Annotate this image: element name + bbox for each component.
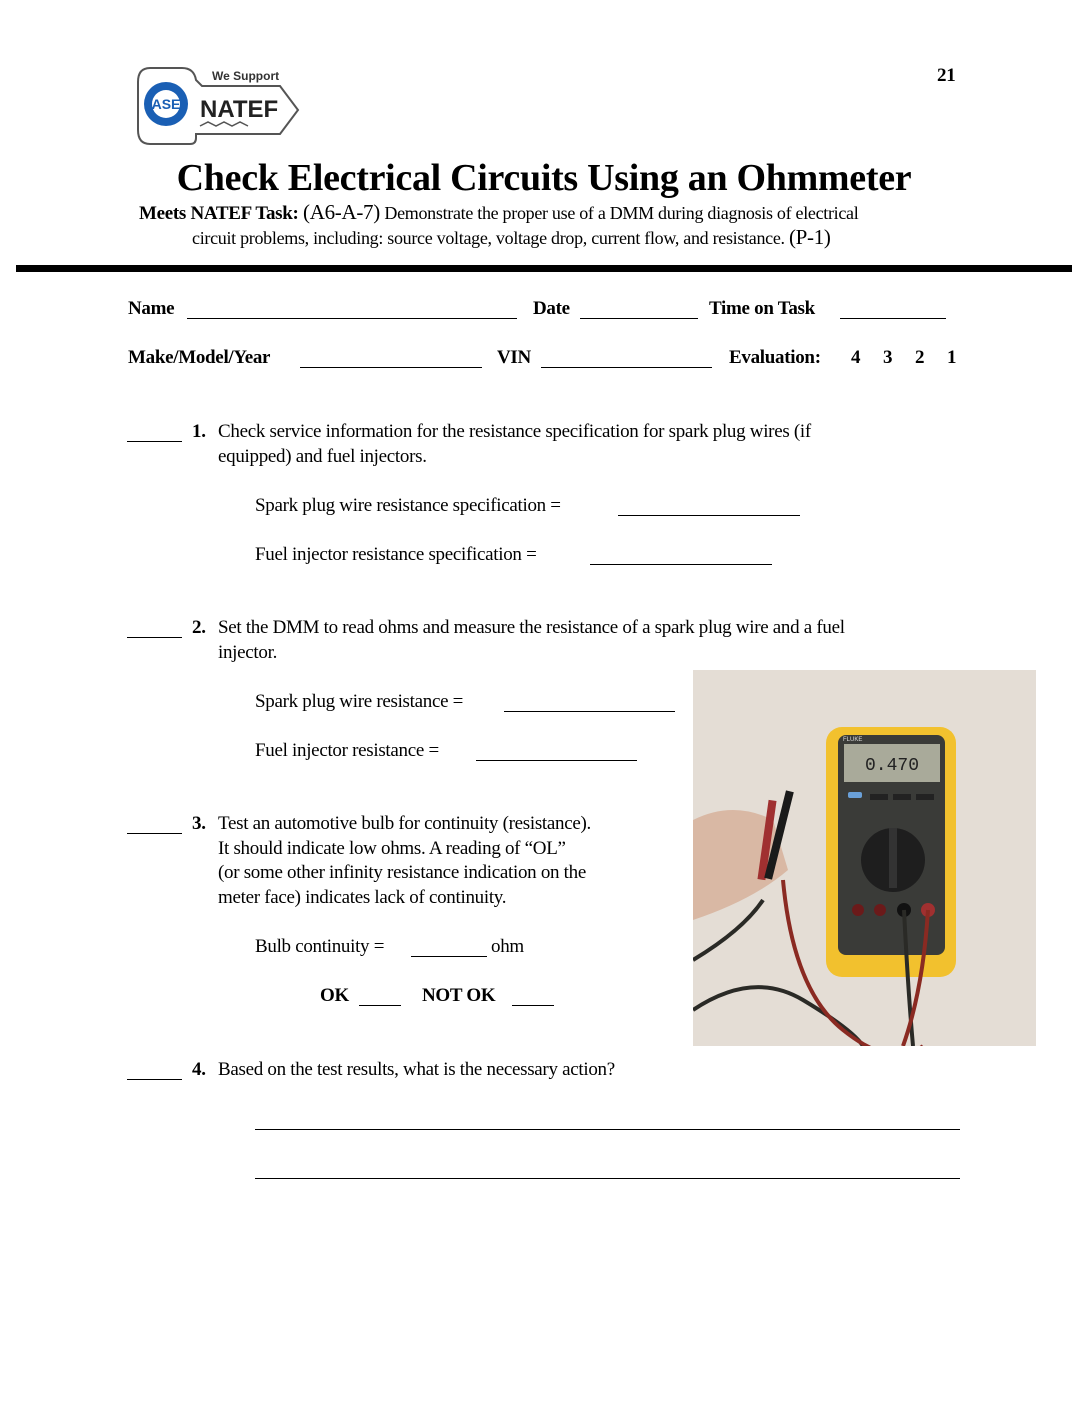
step-2-number: 2. bbox=[192, 617, 206, 638]
bulb-continuity-field[interactable] bbox=[411, 956, 487, 957]
spark-plug-spec-label: Spark plug wire resistance specification = bbox=[255, 495, 561, 516]
step-2-text: injector. bbox=[218, 642, 278, 663]
step-4-number: 4. bbox=[192, 1059, 206, 1080]
step-4-text: Based on the test results, what is the necessary action? bbox=[218, 1059, 615, 1080]
evaluation-score-4[interactable]: 4 bbox=[851, 347, 861, 368]
step-1-text: Check service information for the resistance specification for spark plug wires (if bbox=[218, 421, 811, 442]
step-3-check-blank[interactable] bbox=[127, 833, 182, 834]
action-answer-line-1[interactable] bbox=[255, 1129, 960, 1130]
svg-text:FLUKE: FLUKE bbox=[843, 737, 863, 743]
ohm-unit: ohm bbox=[491, 936, 524, 957]
task-description-1: Demonstrate the proper use of a DMM during diagnosis of electrical bbox=[384, 203, 859, 223]
step-3-text: (or some other infinity resistance indication on the bbox=[218, 862, 586, 883]
not-ok-label: NOT OK bbox=[422, 985, 496, 1006]
not-ok-field[interactable] bbox=[512, 1005, 554, 1006]
action-answer-line-2[interactable] bbox=[255, 1178, 960, 1179]
evaluation-score-3[interactable]: 3 bbox=[883, 347, 893, 368]
time-on-task-field[interactable] bbox=[840, 318, 946, 319]
bulb-continuity-label: Bulb continuity = bbox=[255, 936, 385, 957]
time-on-task-label: Time on Task bbox=[709, 298, 815, 319]
evaluation-score-2[interactable]: 2 bbox=[915, 347, 925, 368]
step-3-text: It should indicate low ohms. A reading of “OL” bbox=[218, 838, 566, 859]
spark-plug-resistance-field[interactable] bbox=[504, 711, 675, 712]
vin-field[interactable] bbox=[541, 367, 712, 368]
task-line-2 bbox=[192, 226, 831, 249]
step-1-text: equipped) and fuel injectors. bbox=[218, 446, 427, 467]
page-title: Check Electrical Circuits Using an Ohmmeter bbox=[176, 157, 912, 199]
svg-text:ASE: ASE bbox=[151, 96, 181, 112]
step-3-number: 3. bbox=[192, 813, 206, 834]
header-divider bbox=[16, 265, 1072, 272]
ok-label: OK bbox=[320, 985, 349, 1006]
evaluation-label: Evaluation: bbox=[729, 347, 821, 368]
make-model-year-label: Make/Model/Year bbox=[128, 347, 271, 368]
evaluation-score-1[interactable]: 1 bbox=[947, 347, 957, 368]
step-1-number: 1. bbox=[192, 421, 206, 442]
injector-resistance-label: Fuel injector resistance = bbox=[255, 740, 439, 761]
task-priority: (P-1) bbox=[788, 225, 831, 249]
date-field[interactable] bbox=[580, 318, 698, 319]
step-2-text: Set the DMM to read ohms and measure the resistance of a spark plug wire and a fuel bbox=[218, 617, 845, 638]
multimeter-photo bbox=[693, 670, 1036, 1046]
step-2-check-blank[interactable] bbox=[127, 637, 182, 638]
date-label: Date bbox=[533, 298, 570, 319]
name-field[interactable] bbox=[187, 318, 517, 319]
task-line-1 bbox=[139, 201, 858, 225]
task-code: (A6-A-7) bbox=[303, 200, 380, 224]
injector-resistance-field[interactable] bbox=[476, 760, 637, 761]
make-model-year-field[interactable] bbox=[300, 367, 482, 368]
spark-plug-resistance-label: Spark plug wire resistance = bbox=[255, 691, 464, 712]
svg-text:0.470: 0.470 bbox=[864, 756, 920, 776]
step-3-text: meter face) indicates lack of continuity. bbox=[218, 887, 507, 908]
step-1-check-blank[interactable] bbox=[127, 441, 182, 442]
step-4-check-blank[interactable] bbox=[127, 1079, 182, 1080]
step-3-text: Test an automotive bulb for continuity (resistance). bbox=[218, 813, 591, 834]
svg-text:NATEF: NATEF bbox=[200, 96, 279, 123]
page-number: 21 bbox=[937, 65, 956, 86]
task-label: Meets NATEF Task: bbox=[139, 203, 299, 224]
task-description-2: circuit problems, including: source voltage, voltage drop, current flow, and resistance. bbox=[192, 228, 785, 248]
natef-logo bbox=[130, 60, 305, 152]
injector-spec-label: Fuel injector resistance specification = bbox=[255, 544, 537, 565]
injector-spec-field[interactable] bbox=[590, 564, 772, 565]
svg-text:We Support: We Support bbox=[212, 69, 280, 83]
spark-plug-spec-field[interactable] bbox=[618, 515, 800, 516]
vin-label: VIN bbox=[497, 347, 531, 368]
name-label: Name bbox=[128, 298, 175, 319]
ok-field[interactable] bbox=[359, 1005, 401, 1006]
